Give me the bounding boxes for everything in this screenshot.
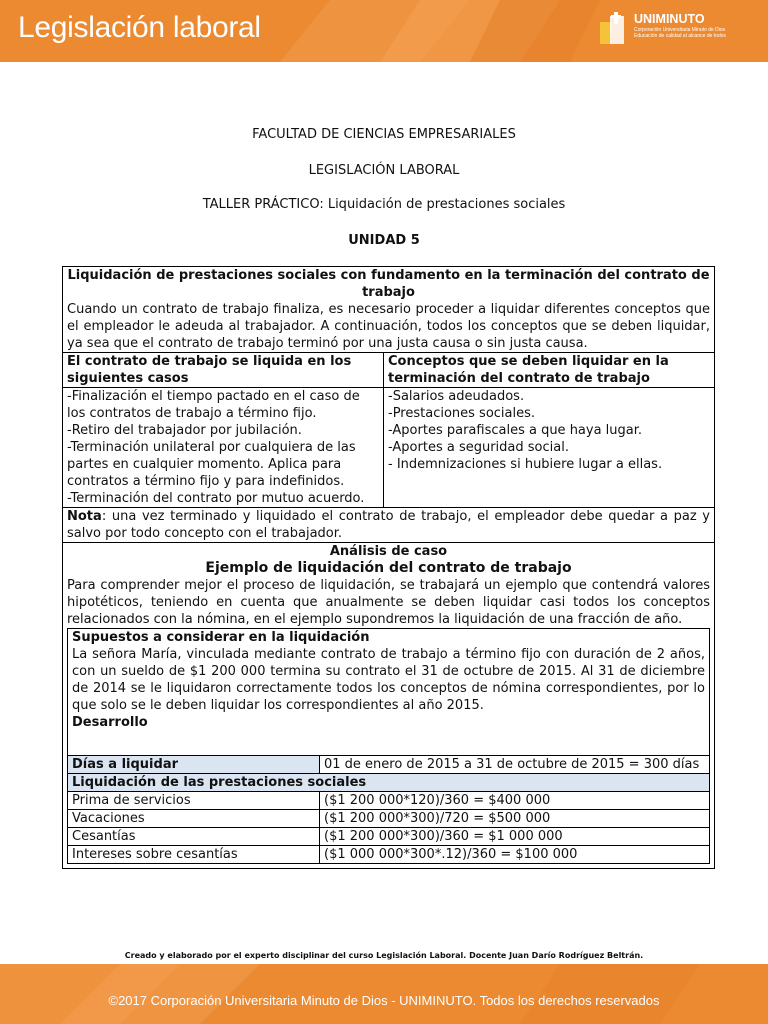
copyright-text: ©2017 Corporación Universitaria Minuto de Dios - UNIMINUTO. Todos los derechos reservados <box>108 993 660 1008</box>
workshop-heading: TALLER PRÁCTICO: Liquidación de prestaciones sociales <box>202 197 566 212</box>
unit-heading: UNIDAD 5 <box>348 233 420 248</box>
intro-cell <box>63 267 715 353</box>
course-heading: LEGISLACIÓN LABORAL <box>308 163 460 178</box>
assumptions-cell <box>68 629 710 756</box>
concept-item: -Prestaciones sociales. <box>388 406 536 421</box>
table-row <box>68 846 710 864</box>
table-row <box>68 792 710 810</box>
concept-item: -Aportes a seguridad social. <box>388 440 569 455</box>
case-subheading: Ejemplo de liquidación del contrato de trabajo <box>205 560 572 576</box>
faculty-heading: FACULTAD DE CIENCIAS EMPRESARIALES <box>252 127 516 142</box>
intro-text: Cuando un contrato de trabajo finaliza, es necesario proceder a liquidar diferentes conceptos que el empleador le adeuda al trabajador. A continuación, todos los conceptos que se deben liquidar, ya sea que el contrato de trabajo terminó por una justa causa o sin justa causa. <box>67 302 710 351</box>
case-item: -Terminación del contrato por mutuo acuerdo. <box>67 491 365 506</box>
cases-cell <box>63 388 384 508</box>
concept-item: -Aportes parafiscales a que haya lugar. <box>388 423 643 438</box>
assumptions-title: Supuestos a considerar en la liquidación <box>72 630 370 645</box>
concept-item: -Salarios adeudados. <box>388 389 525 404</box>
table-row <box>68 810 710 828</box>
page-header-banner <box>0 0 768 62</box>
case-item: -Finalización el tiempo pactado en el caso de los contratos de trabajo a término fijo. <box>67 389 360 421</box>
content-table <box>62 266 715 869</box>
note-label: Nota <box>67 509 102 524</box>
note-cell <box>63 508 715 543</box>
concept-formula: ($1 200 000*120)/360 = $400 000 <box>320 792 710 810</box>
concept-name: Cesantías <box>68 828 320 846</box>
logo-name: UNIMINUTO <box>634 12 705 26</box>
development-title: Desarrollo <box>72 715 148 730</box>
case-item: -Retiro del trabajador por jubilación. <box>67 423 302 438</box>
concepts-cell <box>384 388 715 508</box>
benefits-title: Liquidación de las prestaciones sociales <box>68 774 710 792</box>
author-credit: Creado y elaborado por el experto disciplinar del curso Legislación Laboral. Docente Juan Darío Rodríguez Beltrán. <box>124 951 644 960</box>
logo-mark-icon <box>600 12 628 46</box>
concept-formula: ($1 200 000*300)/360 = $1 000 000 <box>320 828 710 846</box>
section-title: Liquidación de prestaciones sociales con fundamento en la terminación del contrato de trabajo <box>67 268 710 300</box>
cases-header: El contrato de trabajo se liquida en los siguientes casos <box>63 353 384 388</box>
concept-item: - Indemnizaciones si hubiere lugar a ellas. <box>388 457 663 472</box>
concept-formula: ($1 000 000*300*.12)/360 = $100 000 <box>320 846 710 864</box>
case-item: -Terminación unilateral por cualquiera de las partes en cualquier momento. Aplica para contratos a término fijo y para indefinidos. <box>67 440 356 489</box>
days-label: Días a liquidar <box>68 756 320 774</box>
header-title: Legislación laboral <box>18 11 261 44</box>
case-intro: Para comprender mejor el proceso de liquidación, se trabajará un ejemplo que contendrá valores hipotéticos, teniendo en cuenta que anualmente se deben liquidar casi todos los conceptos relacionados con la nómina, en el ejemplo supondremos la liquidación de una fracción de año. <box>67 578 710 627</box>
case-analysis-cell <box>63 543 715 869</box>
concept-name: Prima de servicios <box>68 792 320 810</box>
days-value: 01 de enero de 2015 a 31 de octubre de 2015 = 300 días <box>320 756 710 774</box>
note-text: : una vez terminado y liquidado el contrato de trabajo, el empleador debe quedar a paz y salvo por todo concepto con el trabajador. <box>67 509 710 541</box>
concepts-header: Conceptos que se deben liquidar en la terminación del contrato de trabajo <box>384 353 715 388</box>
assumptions-text: La señora María, vinculada mediante contrato de trabajo a término fijo con duración de 2 años, con un sueldo de $1 200 000 termina su contrato el 31 de octubre de 2015. Al 31 de diciembre de 2014 se le liquidaron correctamente todos los conceptos de nómina correspondientes, por lo que solo se le deben liquidar los correspondientes al año 2015. <box>72 647 705 713</box>
logo-tagline-line: Corporación Universitaria Minuto de Dios <box>634 27 726 33</box>
logo-tagline <box>634 27 754 39</box>
concept-name: Vacaciones <box>68 810 320 828</box>
concept-name: Intereses sobre cesantías <box>68 846 320 864</box>
uniminuto-logo <box>600 10 760 52</box>
logo-slogan-line: Educación de calidad al alcance de todos <box>634 33 727 39</box>
case-inner-table <box>67 628 710 864</box>
page-footer-banner <box>0 964 768 1024</box>
case-heading: Análisis de caso <box>329 544 448 559</box>
table-row <box>68 828 710 846</box>
concept-formula: ($1 200 000*300)/720 = $500 000 <box>320 810 710 828</box>
